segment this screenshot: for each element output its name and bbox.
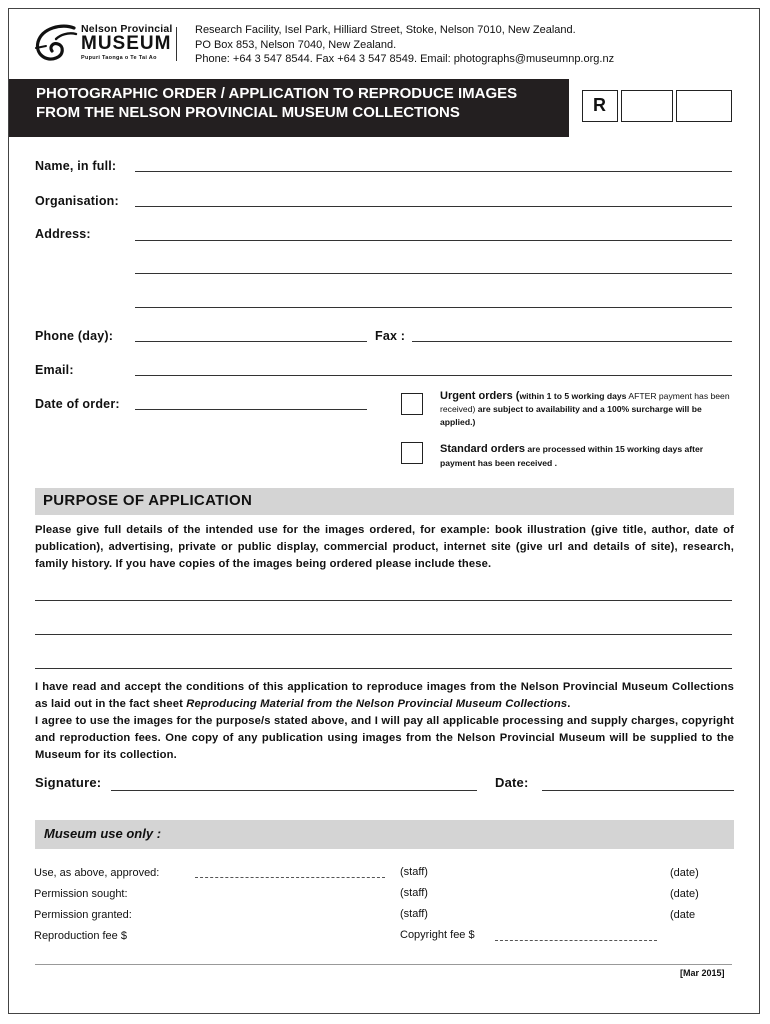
title-banner (9, 79, 569, 137)
urgent-order-text (440, 390, 734, 429)
permission-granted-staff: (staff) (400, 908, 428, 920)
address-line-1: Research Facility, Isel Park, Hilliard Street, Stoke, Nelson 7010, New Zealand. (195, 24, 576, 36)
use-approved-field[interactable] (195, 877, 385, 878)
header-divider (176, 27, 177, 61)
phone-field[interactable] (135, 341, 367, 342)
urgent-order-title: Urgent orders ( (440, 390, 520, 402)
address-line-3: Phone: +64 3 547 8544. Fax +64 3 547 8549. Email: photographs@museumnp.org.nz (195, 53, 615, 65)
museum-use-heading-bar (35, 820, 734, 849)
email-label: Email: (35, 363, 74, 377)
logo-top-text: Nelson Provincial (81, 23, 173, 35)
permission-sought-date: (date) (670, 888, 699, 900)
revision-date: [Mar 2015] (680, 968, 725, 978)
signature-date-field[interactable] (542, 790, 734, 791)
use-approved-date: (date) (670, 867, 699, 879)
urgent-order-text-a: within 1 to 5 working days (519, 391, 627, 401)
header-address (195, 23, 614, 67)
organisation-label: Organisation: (35, 194, 119, 208)
signature-date-label: Date: (495, 775, 529, 790)
permission-sought-label: Permission sought: (34, 888, 128, 900)
urgent-order-text-b: AFTER payment has been received) (440, 391, 730, 414)
name-field[interactable] (135, 171, 732, 172)
declaration-part-1: I have read and accept the conditions of this application to reproduce images from the Nelson Provincial Museum Collections as laid out in the fact sheet (35, 681, 734, 710)
organisation-field[interactable] (135, 206, 732, 207)
address-line-2: PO Box 853, Nelson 7040, New Zealand. (195, 38, 397, 51)
permission-granted-label: Permission granted: (34, 909, 132, 921)
fax-label: Fax : (375, 329, 406, 343)
logo-main-text: MUSEUM (81, 33, 172, 54)
fact-sheet-title: Reproducing Material from the Nelson Provincial Museum Collections (186, 698, 568, 710)
address-field-line-1[interactable] (135, 240, 732, 241)
purpose-heading: PURPOSE OF APPLICATION (43, 492, 253, 509)
reference-box-3[interactable] (676, 90, 732, 122)
purpose-heading-bar (35, 488, 734, 515)
date-of-order-label: Date of order: (35, 397, 120, 411)
standard-order-text (440, 442, 734, 470)
standard-order-title: Standard orders (440, 443, 525, 455)
declaration-part-3: . (567, 698, 571, 710)
copyright-fee-label: Copyright fee $ (400, 929, 475, 941)
reproduction-fee-label: Reproduction fee $ (34, 930, 127, 942)
title-line-2: FROM THE NELSON PROVINCIAL MUSEUM COLLECTIONS (36, 104, 460, 121)
reference-box-1[interactable] (582, 90, 618, 122)
permission-sought-staff: (staff) (400, 887, 428, 899)
declaration-part-4: I agree to use the images for the purpose/s stated above, and I will pay all applicable processing and supply charges, copyright and reproduction fees. One copy of any publication using images from the Nelson Provincial Museum will be supplied to the Museum for its collection. (35, 715, 734, 761)
declaration-text (35, 679, 734, 764)
museum-logo (34, 22, 173, 64)
standard-order-checkbox[interactable] (401, 442, 423, 464)
signature-label: Signature: (35, 775, 102, 790)
koru-logo-icon (34, 24, 78, 64)
email-field[interactable] (135, 375, 732, 376)
purpose-field-line-2[interactable] (35, 634, 732, 635)
urgent-order-checkbox[interactable] (401, 393, 423, 415)
name-label: Name, in full: (35, 159, 117, 173)
signature-field[interactable] (111, 790, 477, 791)
copyright-fee-field[interactable] (495, 940, 657, 941)
address-field-line-2[interactable] (135, 273, 732, 274)
date-of-order-field[interactable] (135, 409, 367, 410)
use-approved-label: Use, as above, approved: (34, 867, 160, 879)
reference-prefix: R (593, 95, 606, 115)
logo-sub-text: Pupuri Taonga o Te Tai Ao (81, 55, 157, 61)
permission-granted-date: (date (670, 909, 696, 921)
title-line-1: PHOTOGRAPHIC ORDER / APPLICATION TO REPRODUCE IMAGES (36, 85, 518, 102)
reference-box-2[interactable] (621, 90, 673, 122)
address-label: Address: (35, 227, 91, 241)
footer-divider (35, 964, 732, 965)
purpose-field-line-3[interactable] (35, 668, 732, 669)
phone-label: Phone (day): (35, 329, 114, 343)
urgent-order-text-c: are subject to availability and a 100% surcharge will be applied.) (440, 404, 702, 427)
purpose-field-line-1[interactable] (35, 600, 732, 601)
standard-order-description: are processed within 15 working days after payment has been received . (440, 444, 704, 468)
purpose-instructions: Please give full details of the intended use for the images ordered, for example: book illustration (give title, author, date of publication), advertising, private or public display, commercial product, internet site (give url and details of site), research, family history. If you have copies of the images being ordered please include these. (35, 524, 734, 570)
use-approved-staff: (staff) (400, 866, 428, 878)
address-field-line-3[interactable] (135, 307, 732, 308)
fax-field[interactable] (412, 341, 732, 342)
museum-use-heading: Museum use only : (44, 826, 162, 841)
